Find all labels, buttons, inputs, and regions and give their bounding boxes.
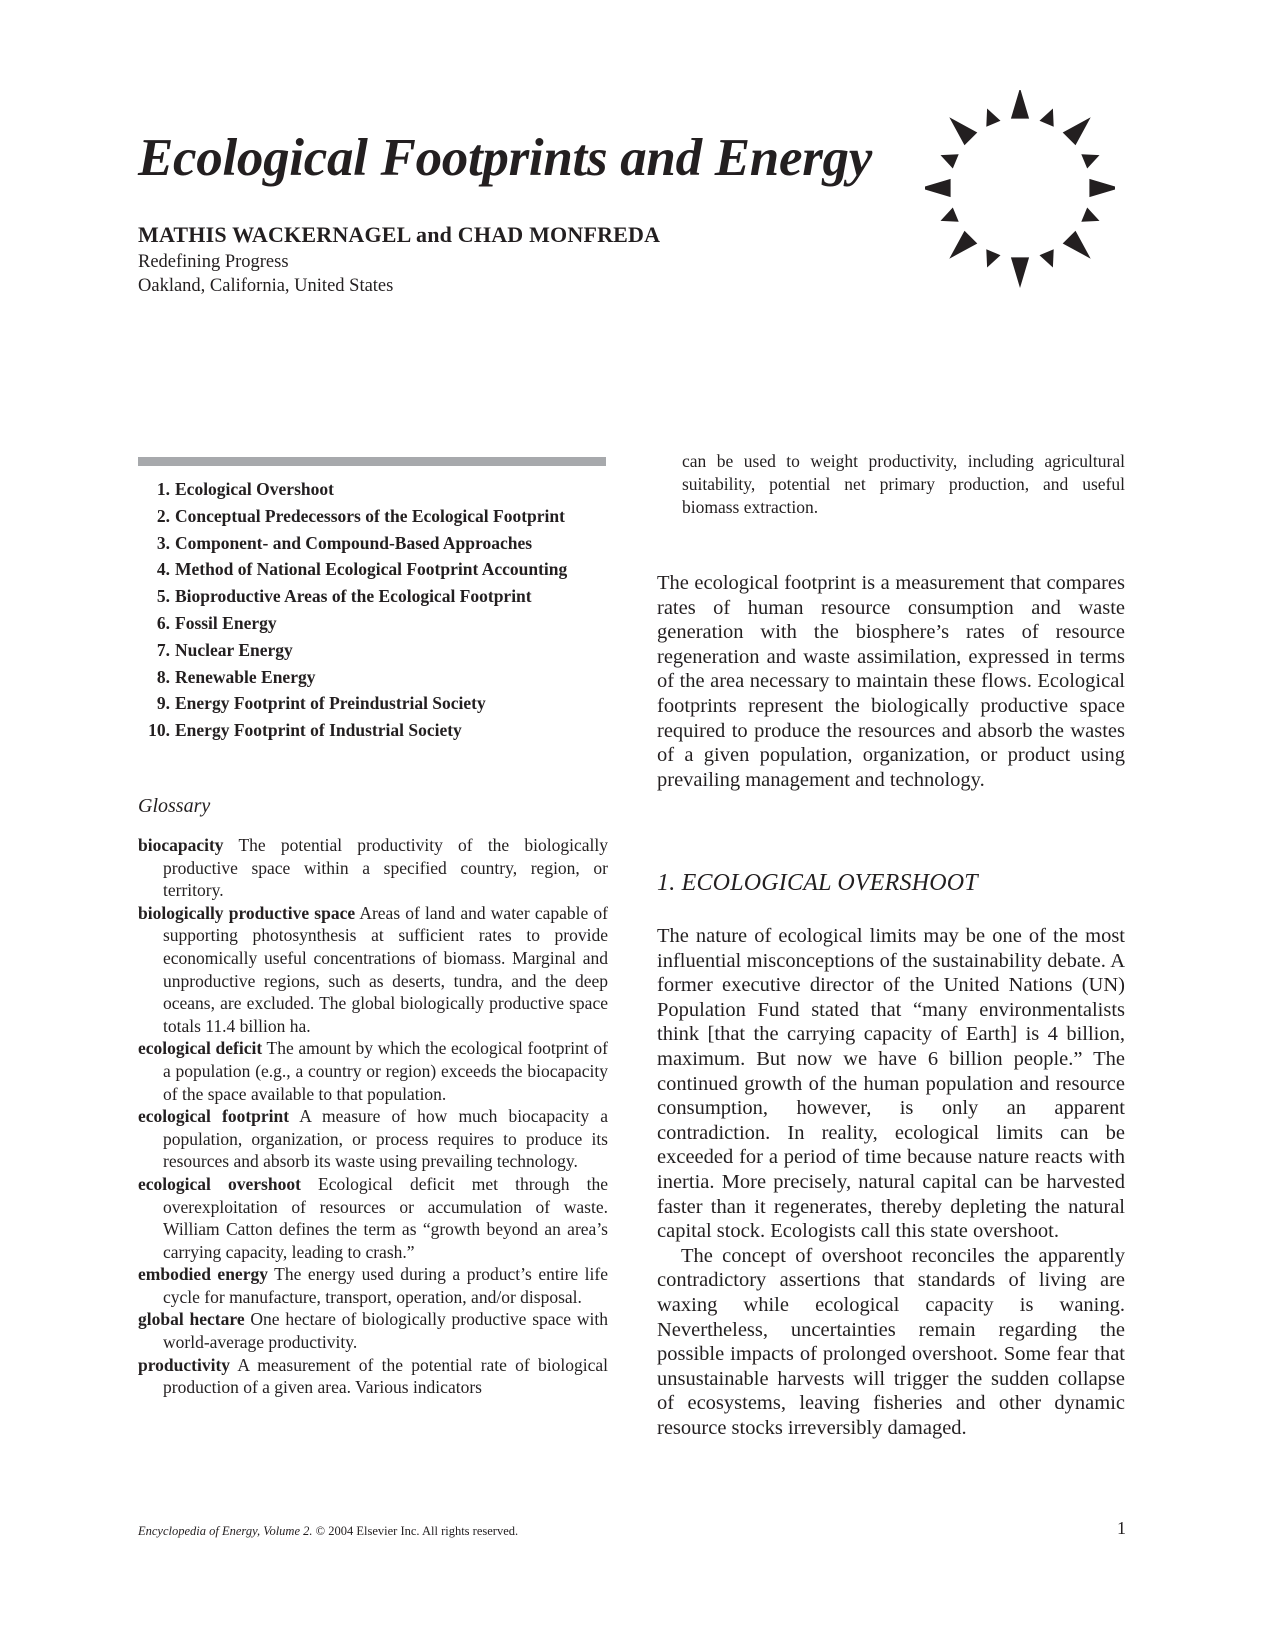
toc-item	[136, 479, 616, 506]
body-paragraph: The concept of overshoot reconciles the apparently contradictory assertions that standards of living are waxing while ecological capacity is waning. Nevertheless, uncertainties remain regarding the possible impacts of prolonged overshoot. Some fear that unsustainable harvests will trigger the sudden collapse of ecosystems, leaving fisheries and other dynamic resource stocks irreversibly damaged.	[657, 1244, 1125, 1439]
body-paragraph: The nature of ecological limits may be one of the most influential misconceptions of the sustainability debate. A former executive director of the United Nations (UN) Population Fund stated that “many environmentalists think [that the carrying capacity of Earth] is 4 billion, maximum. But now we have 6 billion people.” The continued growth of the human population and resource consumption, however, is only an apparent contradiction. In reality, ecological limits can be exceeded for a period of time because nature reacts with inertia. More precisely, natural capital can be harvested faster than it regenerates, thereby depleting the natural capital stock. Ecologists call this state overshoot.	[657, 925, 1125, 1243]
glossary-entry	[138, 902, 608, 1038]
glossary-entry	[138, 1263, 608, 1308]
toc-item-label: Fossil Energy	[175, 612, 277, 633]
toc-item-label: Renewable Energy	[175, 666, 316, 687]
toc-item-label: Bioproductive Areas of the Ecological Footprint	[175, 586, 532, 607]
sun-ray	[949, 231, 977, 259]
glossary-definition: The potential productivity of the biologically productive space within a specified country, region, or territory.	[163, 835, 608, 901]
glossary-entry	[138, 1105, 608, 1173]
toc-item	[136, 720, 616, 747]
sun-ray	[1081, 154, 1099, 168]
affiliation-organization: Redefining Progress	[138, 252, 289, 272]
section-heading: 1. ECOLOGICAL OVERSHOOT	[657, 870, 978, 896]
glossary-entry	[138, 1173, 608, 1263]
sun-ray	[949, 117, 977, 145]
glossary-definition: Areas of land and water capable of supporting photosynthesis at sufficient rates to provide economically useful concentrations of biomass. Marginal and unproductive regions, such as deserts, tundra, and the deep oceans, are excluded. The global biologically productive space totals 11.4 billion ha.	[163, 902, 609, 1036]
toc-item-label: Conceptual Predecessors of the Ecological Footprint	[175, 505, 565, 526]
glossary-entry	[138, 1037, 608, 1105]
toc-item-label: Ecological Overshoot	[175, 479, 334, 499]
article-authors: MATHIS WACKERNAGEL and CHAD MONFREDA	[138, 222, 661, 247]
glossary-definition: The energy used during a product’s entire life cycle for manufacture, transport, operation, and/or disposal.	[163, 1264, 608, 1307]
sun-ray	[1063, 117, 1091, 145]
toc-item	[136, 667, 616, 694]
footer-source: Encyclopedia of Energy, Volume 2.	[138, 1524, 313, 1538]
sun-ray	[1063, 231, 1091, 259]
toc-item	[136, 506, 616, 533]
sun-ray	[1089, 179, 1115, 197]
glossary-term: embodied energy	[138, 1264, 268, 1285]
toc-item-label: Energy Footprint of Industrial Society	[175, 720, 462, 741]
toc-item-number: 5.	[156, 586, 170, 607]
toc-item-number: 4.	[156, 559, 170, 580]
toc-item-label: Component- and Compound-Based Approaches	[175, 532, 533, 553]
glossary-definition: The amount by which the ecological footprint of a population (e.g., a country or region) exceeds the biocapacity of the space available to that population.	[163, 1038, 608, 1104]
toc-item-number: 2.	[156, 505, 170, 526]
footer-copyright: © 2004 Elsevier Inc. All rights reserved.	[312, 1524, 519, 1538]
toc-item-number: 1.	[156, 479, 170, 499]
sun-burst-icon	[925, 90, 1115, 290]
toc-item-label: Method of National Ecological Footprint Accounting	[175, 559, 568, 580]
sun-ray	[986, 109, 1000, 127]
glossary-entry	[138, 1354, 608, 1399]
glossary-term: productivity	[138, 1354, 231, 1375]
affiliation-location: Oakland, California, United States	[138, 276, 394, 296]
toc-item-number: 10.	[148, 720, 170, 741]
toc-item	[136, 559, 616, 586]
toc-item-number: 7.	[156, 639, 170, 660]
toc-item	[136, 533, 616, 560]
sun-ray	[1011, 257, 1029, 288]
article-title: Ecological Footprints and Energy	[138, 129, 872, 187]
glossary-definition: A measure of how much biocapacity a population, organization, or process requires to produce its resources and absorb its waste using prevailing technology.	[163, 1106, 608, 1172]
sun-ray	[941, 154, 959, 168]
glossary-term: ecological footprint	[138, 1106, 290, 1127]
toc-item-number: 3.	[156, 532, 170, 553]
toc-item-label: Energy Footprint of Preindustrial Society	[175, 693, 486, 714]
sun-ray	[1011, 90, 1029, 119]
sun-ray	[1081, 208, 1099, 222]
sun-ray	[986, 249, 1000, 267]
page-number: 1	[1117, 1518, 1126, 1538]
glossary-term: biocapacity	[138, 835, 224, 855]
glossary-definition: One hectare of biologically productive space with world-average productivity.	[163, 1309, 608, 1353]
toc-item-number: 6.	[156, 612, 170, 633]
glossary-definition: A measurement of the potential rate of biological production of a given area. Various indicators	[163, 1354, 608, 1398]
table-of-contents	[136, 479, 616, 747]
glossary-definition: Ecological deficit met through the overexploitation of resources or accumulation of waste. William Catton defines the term as “growth beyond an area’s carrying capacity, leading to crash.”	[163, 1173, 609, 1262]
glossary-entry	[138, 834, 608, 902]
glossary-heading: Glossary	[138, 795, 211, 817]
toc-item-number: 9.	[156, 693, 170, 714]
glossary-term: ecological overshoot	[138, 1173, 301, 1194]
intro-paragraph: The ecological footprint is a measurement that compares rates of human resource consumption and waste generation with the biosphere’s rates of resource regeneration and waste assimilation, expressed in terms of the area necessary to maintain these flows. Ecological footprints represent the biologically productive space required to produce the resources and absorb the wastes of a given population, organization, or product using prevailing management and technology.	[657, 572, 1125, 791]
sun-ray	[941, 208, 959, 222]
glossary-list	[138, 834, 608, 1399]
sun-ray	[925, 179, 951, 197]
toc-item	[136, 586, 616, 613]
toc-item	[136, 693, 616, 720]
sun-ray	[1040, 109, 1054, 127]
toc-item-number: 8.	[156, 666, 170, 687]
footer-citation	[138, 1524, 518, 1539]
glossary-continuation: can be used to weight productivity, including agricultural suitability, potential net primary production, and useful biomass extraction.	[682, 451, 1125, 517]
glossary-term: global hectare	[138, 1309, 245, 1330]
sun-ray	[1040, 249, 1054, 267]
toc-item	[136, 640, 616, 667]
section-divider	[138, 457, 606, 466]
glossary-term: ecological deficit	[138, 1038, 263, 1059]
glossary-term: biologically productive space	[138, 902, 356, 923]
section-body	[657, 924, 1125, 1440]
toc-item	[136, 613, 616, 640]
toc-item-label: Nuclear Energy	[175, 639, 293, 660]
glossary-entry	[138, 1308, 608, 1353]
